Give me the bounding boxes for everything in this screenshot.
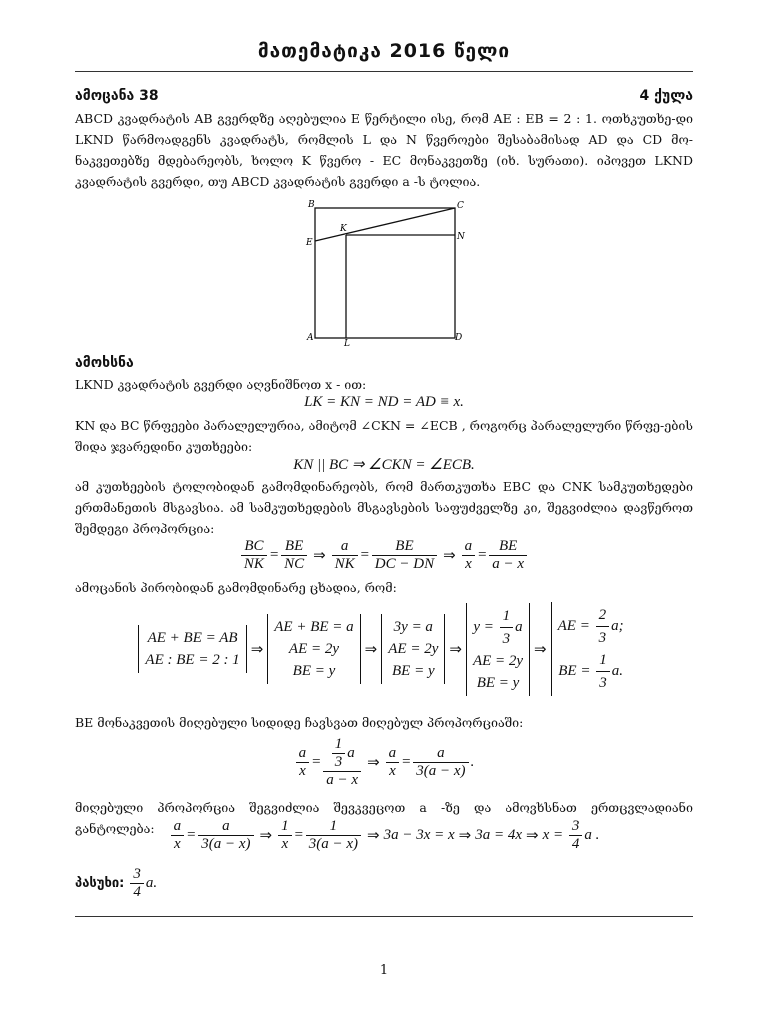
system-equations: AE + BE = AB AE : BE = 2 : 1⇒AE + BE = a AE = 2y BE = y⇒3y = a AE = 2y BE = y⇒y = $\frac{1}{3}$ a AE = 2y BE = y⇒AE = $\frac{2}{3}$ a; BE = $\frac{1}{3}$ a. <box>0 602 768 696</box>
final-equation: $\frac{a}{x}$ = $\frac{a}{3(a - x)}$ ⇒ $\frac{1}{x}$ = $\frac{1}{3(a - x)}$ ⇒ 3a − 3x = x ⇒ 3a = 4x ⇒ x = $\frac{3}{4}$ a . <box>0 818 768 853</box>
proportion-equation: $\frac{BC}{NK}$ = $\frac{BE}{NC}$ ⇒ $\frac{a}{NK}$ = $\frac{BE}{DC - DN}$ ⇒ $\frac{a}{x}$ = $\frac{BE}{a - x}$ <box>0 538 768 573</box>
top-divider <box>75 71 693 72</box>
label-l: L <box>344 339 350 348</box>
problem-header <box>75 88 693 104</box>
equation-2: KN || BC ⇒ ∠CKN = ∠ECB. <box>293 457 475 473</box>
answer <box>75 866 157 901</box>
problem-text: ABCD კვადრატის AB გვერდზე აღებულია E წერტილი ისე, რომ AE : EB = 2 : 1. ოთხკუთხე-დი LKND წარმოადგენს კვადრატს, რომლის L და N წვეროები შესაბამისად AD და CD მო-ნაკვეთებზე მდებარეობს, ხოლო K წვერო - EC მონაკვეთზე (იხ. სურათი). იპოვეთ LKND კვადრატის გვერდი, თუ ABCD კვადრატის გვერდი a -ს ტოლია. <box>75 111 693 189</box>
label-a: A <box>307 333 314 343</box>
label-e: E <box>306 238 313 248</box>
label-c: C <box>457 201 464 211</box>
solution-p6: მიღებული პროპორცია შეგვიძლია შევკვეცოთ a -ზე და ამოვხსნათ ერთცვლადიანი განტოლება: <box>75 800 693 836</box>
label-d: D <box>455 333 463 343</box>
solution-p3: ამ კუთხეების ტოლობიდან გამომდინარეობს, რომ მართკუთხა EBC და CNK სამკუთხედები ერთმანეთის მსგავსია. ამ სამკუთხედების მსგავსების საფუძველზე კი, შეგვიძლია დავწეროთ შემდეგი პროპორცია: <box>75 479 693 536</box>
solution-p1: LKND კვადრატის გვერდი აღვნიშნოთ x - ით: <box>75 377 367 392</box>
segment-ec <box>315 208 455 241</box>
solution-heading: ამოხსნა <box>75 355 134 371</box>
solution-p4: ამოცანის პირობიდან გამომდინარე ცხადია, რომ: <box>75 580 397 595</box>
geometry-figure <box>300 198 470 348</box>
page-title: მათემატიკა 2016 წელი <box>257 40 511 62</box>
label-n: N <box>457 232 465 242</box>
label-k: K <box>340 224 347 234</box>
page-number: 1 <box>379 963 389 978</box>
bottom-divider <box>75 916 693 917</box>
label-b: B <box>308 200 315 210</box>
equation-1: LK = KN = ND = AD ≡ x. <box>304 394 464 410</box>
solution-p2: KN და BC წრფეები პარალელურია, ამიტომ ∠CKN = ∠ECB , როგორც პარალელური წრფე-ების შიდა ჯვარედინი კუთხეები: <box>75 418 693 454</box>
points-label: 4 ქულა <box>639 88 693 104</box>
answer-variable: a. <box>145 875 158 891</box>
answer-denominator: 4 <box>133 884 141 900</box>
problem-label: ამოცანა 38 <box>75 88 159 104</box>
answer-numerator: 3 <box>130 866 144 884</box>
solution-p5: BE მონაკვეთის მიღებული სიდიდე ჩავსვათ მიღებულ პროპორციაში: <box>75 715 524 730</box>
square-abcd <box>315 208 455 338</box>
substitution-equation: $\frac{a}{x}$ = $\frac{1}{3}$ a a − x ⇒ $\frac{a}{x}$ = $\frac{a}{3(a - x)}$ . <box>0 736 768 789</box>
answer-label: პასუხი: <box>75 876 125 891</box>
